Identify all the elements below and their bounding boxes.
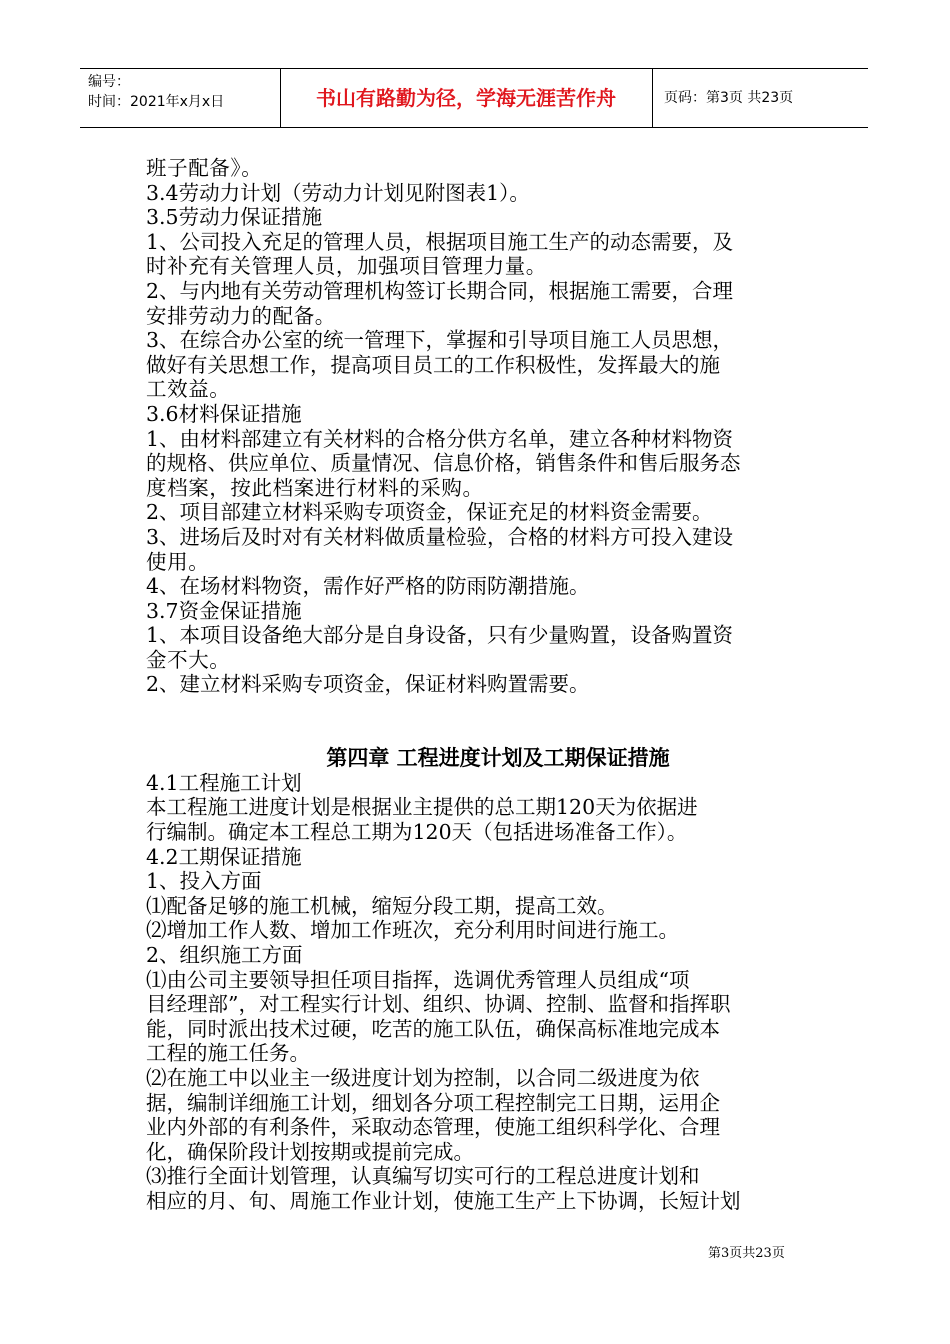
section-heading: 3.5劳动力保证措施 <box>146 205 323 230</box>
header-page-cell <box>652 69 868 127</box>
body-line: 1、本项目设备绝大部分是自身设备，只有少量购置，设备购置资 <box>146 623 734 648</box>
document-time-label: 时间：2021年x月x日 <box>88 94 225 110</box>
section-heading: 4.2工期保证措施 <box>146 844 302 869</box>
body-line: 能，同时派出技术过硬，吃苦的施工队伍，确保高标准地完成本 <box>146 1016 720 1041</box>
chapter-title: 第四章 工程进度计划及工期保证措施 <box>326 746 670 771</box>
header-motto: 书山有路勤为径，学海无涯苦作舟 <box>316 86 616 110</box>
blank-line <box>146 722 810 747</box>
body-line: 本工程施工进度计划是根据业主提供的总工期120天为依据进 <box>146 795 698 820</box>
blank-line <box>146 697 810 722</box>
header-motto-cell <box>280 69 653 127</box>
body-line: 的规格、供应单位、质量情况、信息价格，销售条件和售后服务态 <box>146 451 741 476</box>
body-line: 2、组织施工方面 <box>146 943 303 967</box>
body-line: 工效益。 <box>146 377 231 402</box>
body-line: ⑵增加工作人数、增加工作班次，充分利用时间进行施工。 <box>146 918 679 943</box>
body-line: 时补充有关管理人员，加强项目管理力量。 <box>146 254 547 279</box>
body-line: 化，确保阶段计划按期或提前完成。 <box>146 1139 474 1164</box>
body-line: 做好有关思想工作，提高项目员工的工作积极性，发挥最大的施 <box>146 352 720 377</box>
body-line: 1、公司投入充足的管理人员，根据项目施工生产的动态需要，及 <box>146 229 734 254</box>
body-line: ⑴由公司主要领导担任项目指挥，选调优秀管理人员组成“项 <box>146 967 690 992</box>
header-page-info: 页码：第3页 共23页 <box>664 90 794 106</box>
page-footer-number: 第3页共23页 <box>708 1246 785 1261</box>
body-line: 工程的施工任务。 <box>146 1041 310 1066</box>
body-line: 3、进场后及时对有关材料做质量检验，合格的材料方可投入建设 <box>146 524 734 549</box>
section-heading: 3.7资金保证措施 <box>146 598 302 623</box>
body-line: 使用。 <box>146 549 210 574</box>
body-line: 行编制。确定本工程总工期为120天（包括进场准备工作）。 <box>146 820 688 845</box>
body-line: ⑴配备足够的施工机械，缩短分段工期，提高工效。 <box>146 893 618 918</box>
body-line: ⑶推行全面计划管理，认真编写切实可行的工程总进度计划和 <box>146 1164 700 1189</box>
body-line: 2、项目部建立材料采购专项资金，保证充足的材料资金需要。 <box>146 500 713 525</box>
body-line: 安排劳动力的配备。 <box>146 303 336 328</box>
section-heading: 4.1工程施工计划 <box>146 770 302 795</box>
document-number-label: 编号： <box>88 74 130 90</box>
header-meta-cell <box>80 69 281 127</box>
body-line: 3.4劳动力计划（劳动力计划见附图表1）。 <box>146 180 530 205</box>
body-line: 2、建立材料采购专项资金，保证材料购置需要。 <box>146 672 590 697</box>
body-line: 度档案，按此档案进行材料的采购。 <box>146 475 484 500</box>
body-line: 1、由材料部建立有关材料的合格分供方名单，建立各种材料物资 <box>146 426 734 451</box>
body-line: 金不大。 <box>146 647 231 672</box>
body-line: 4、在场材料物资，需作好严格的防雨防潮措施。 <box>146 574 590 599</box>
body-line: 目经理部”，对工程实行计划、组织、协调、控制、监督和指挥职 <box>146 992 731 1017</box>
body-line: 3、在综合办公室的统一管理下，掌握和引导项目施工人员思想， <box>146 328 734 353</box>
body-line: 业内外部的有利条件，采取动态管理，使施工组织科学化、合理 <box>146 1115 720 1140</box>
body-line: ⑵在施工中以业主一级进度计划为控制，以合同二级进度为依 <box>146 1065 700 1090</box>
body-line: 据，编制详细施工计划，细划各分项工程控制完工日期，运用企 <box>146 1090 720 1115</box>
body-line: 1、投入方面 <box>146 869 262 894</box>
body-line: 相应的月、旬、周施工作业计划，使施工生产上下协调，长短计划 <box>146 1188 741 1213</box>
body-line: 2、与内地有关劳动管理机构签订长期合同，根据施工需要，合理 <box>146 278 734 303</box>
page-header <box>80 68 868 128</box>
section-heading: 3.6材料保证措施 <box>146 401 302 426</box>
body-line: 班子配备》。 <box>146 156 263 180</box>
document-body <box>146 156 810 1214</box>
